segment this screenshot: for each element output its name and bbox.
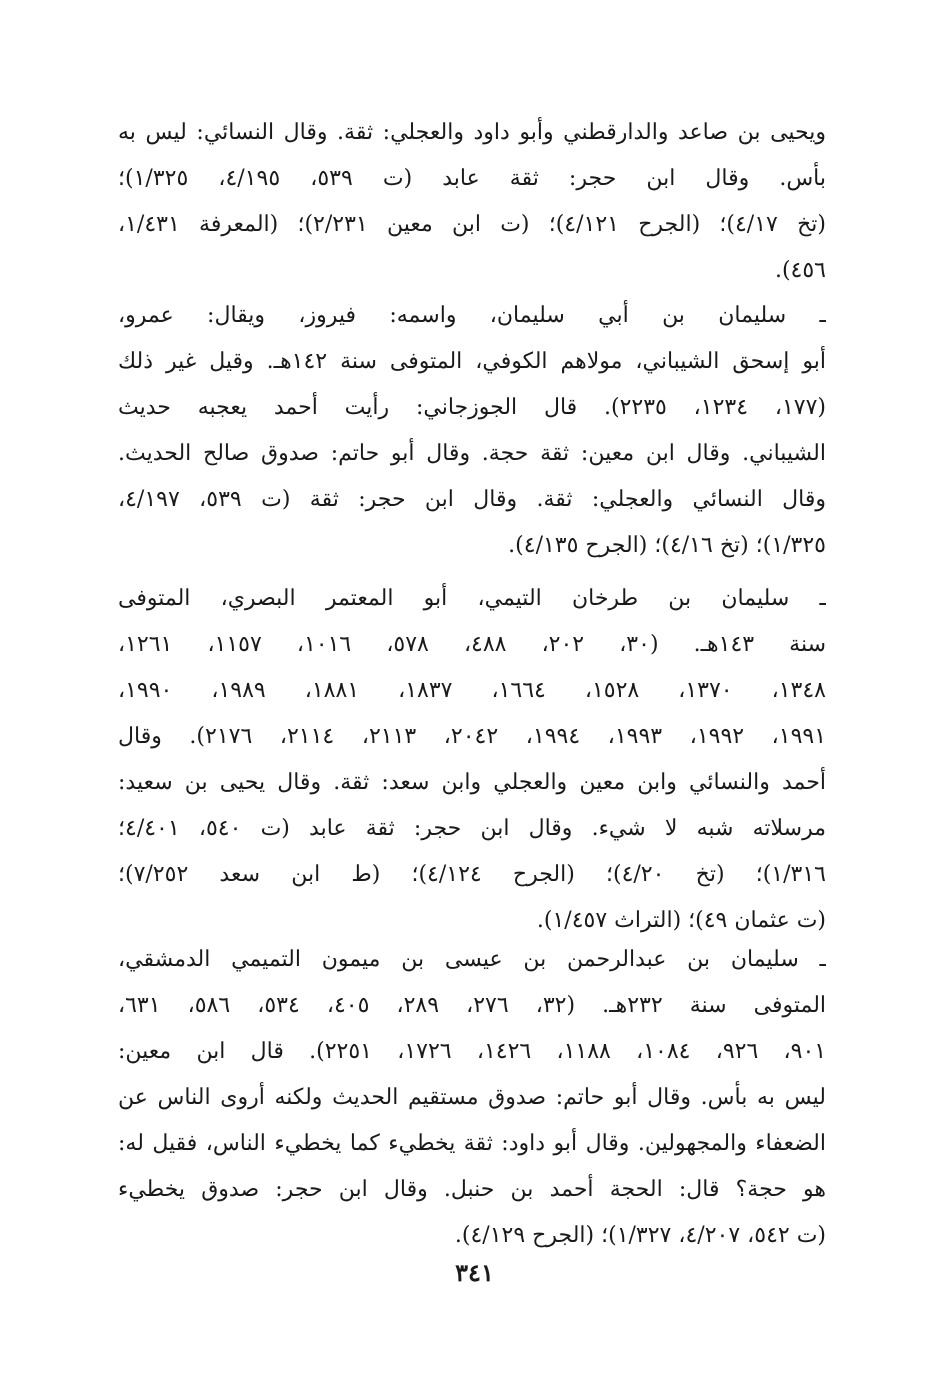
text-line: (ت عثمان ٤٩)؛ (التراث ١/٤٥٧). [536, 908, 826, 933]
text-line: أبو إسحق الشيباني، مولاهم الكوفي، المتوفى سنة ١٤٢هـ. وقيل غير ذلك [118, 349, 826, 374]
text-line: ـ سليمان بن عبدالرحمن بن عيسى بن ميمون التميمي الدمشقي، [118, 947, 826, 972]
text-line: بأس. وقال ابن حجر: ثقة عابد (ت ٥٣٩، ٤/١٩٥، ١/٣٢٥)؛ [118, 166, 826, 191]
paragraph-1 [118, 110, 826, 294]
text-line: ١٩٩١، ١٩٩٢، ١٩٩٣، ١٩٩٤، ٢٠٤٢، ٢١١٣، ٢١١٤، ٢١٧٦). وقال [118, 724, 826, 749]
text-line: ـ سليمان بن طرخان التيمي، أبو المعتمر البصري، المتوفى [118, 586, 826, 611]
text-line: المتوفى سنة ٢٣٢هـ. (٣٢، ٢٧٦، ٢٨٩، ٤٠٥، ٥٣٤، ٥٨٦، ٦٣١، [118, 993, 826, 1018]
page-number: ٣٤١ [455, 1258, 494, 1287]
text-line: ١٣٤٨، ١٣٧٠، ١٥٢٨، ١٦٦٤، ١٨٣٧، ١٨٨١، ١٩٨٩، ١٩٩٠، [118, 678, 826, 703]
text-line: الضعفاء والمجهولين. وقال أبو داود: ثقة يخطيء كما يخطيء الناس، فقيل له: [118, 1131, 826, 1156]
text-line: (تخ ٤/١٧)؛ (الجرح ٤/١٢١)؛ (ت ابن معين ٢/٢٣١)؛ (المعرفة ١/٤٣١، [118, 212, 826, 237]
text-line: أحمد والنسائي وابن معين والعجلي وابن سعد: ثقة. وقال يحيى بن سعيد: [118, 770, 826, 795]
text-line: ويحيى بن صاعد والدارقطني وأبو داود والعجلي: ثقة. وقال النسائي: ليس به [118, 120, 826, 145]
text-line: ٤٥٦). [774, 258, 826, 283]
paragraph-3 [118, 576, 826, 944]
text-line: (١٧٧، ١٢٣٤، ٢٢٣٥). قال الجوزجاني: رأيت أحمد يعجبه حديث [118, 395, 826, 420]
paragraph-2 [118, 293, 826, 569]
text-line: هو حجة؟ قال: الحجة أحمد بن حنبل. وقال ابن حجر: صدوق يخطيء [118, 1177, 826, 1202]
text-line: وقال النسائي والعجلي: ثقة. وقال ابن حجر: ثقة (ت ٥٣٩، ٤/١٩٧، [118, 487, 826, 512]
text-line: ـ سليمان بن أبي سليمان، واسمه: فيروز، ويقال: عمرو، [118, 303, 826, 328]
text-line: ١/٣١٦)؛ (تخ ٤/٢٠)؛ (الجرح ٤/١٢٤)؛ (ط ابن سعد ٧/٢٥٢)؛ [118, 862, 826, 887]
text-line: ليس به بأس. وقال أبو حاتم: صدوق مستقيم الحديث ولكنه أروى الناس عن [118, 1085, 826, 1110]
text-line: الشيباني. وقال ابن معين: ثقة حجة. وقال أبو حاتم: صدوق صالح الحديث. [118, 441, 826, 466]
text-line: مرسلاته شبه لا شيء. وقال ابن حجر: ثقة عابد (ت ٥٤٠، ٤/٤٠١؛ [118, 816, 826, 841]
text-line: سنة ١٤٣هـ. (٣٠، ٢٠٢، ٤٨٨، ٥٧٨، ١٠١٦، ١١٥٧، ١٢٦١، [118, 632, 826, 657]
text-line: ١/٣٢٥)؛ (تخ ٤/١٦)؛ (الجرح ٤/١٣٥). [508, 533, 826, 558]
text-line: (ت ٥٤٢، ٤/٢٠٧، ١/٣٢٧)؛ (الجرح ٤/١٢٩). [454, 1223, 826, 1248]
paragraph-4 [118, 937, 826, 1259]
text-line: ٩٠١، ٩٢٦، ١٠٨٤، ١١٨٨، ١٤٢٦، ١٧٢٦، ٢٢٥١). قال ابن معين: [118, 1039, 826, 1064]
